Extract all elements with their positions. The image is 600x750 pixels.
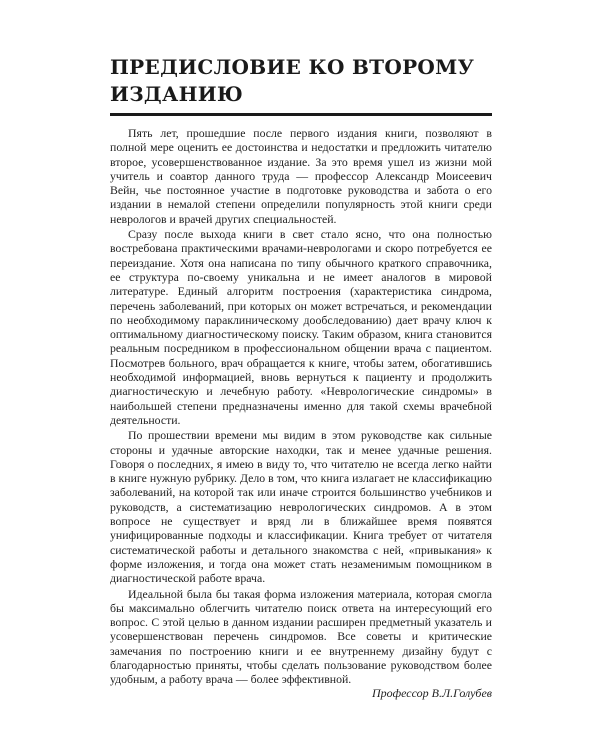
paragraph-3: По прошествии времени мы видим в этом руководстве как сильные стороны и удачные авторские находки, так и менее удачные решения. Говоря о последних, я имею в виду то, что читателю не всегда легко найти в книге нужную рубрику. Дело в том, что книга излагает не классификацию заболеваний, на которой так или иначе строится большинство учебников и руководств, а систематизацию неврологических синдромов. А в этом вопросе не существует и вряд ли в ближайшее время появятся унифицированные подходы и классификации. Книга требует от читателя систематической работы и детального знакомства с ней, «привыкания» к форме изложения, и тогда она может стать незаменимым помощником в диагностической работе врача. xyxy=(110,428,492,586)
paragraph-4: Идеальной была бы такая форма изложения материала, которая смогла бы максимально облегчить читателю поиск ответа на интересующий его вопрос. С этой целью в данном издании расширен предметный указатель и усовершенствован перечень синдромов. Все советы и критические замечания по построению книги и ее внутреннему дизайну будут с благодарностью приняты, чтобы сделать пользование руководством более удобным, а работу врача — более эффективной. xyxy=(110,586,492,687)
author-signature: Профессор В.Л.Голубев xyxy=(371,686,492,700)
page-title-line-1: ПРЕДИСЛОВИЕ КО ВТОРОМУ xyxy=(110,55,475,79)
page-title-line-2: ИЗДАНИЮ xyxy=(110,82,244,106)
title-underline-rule xyxy=(110,113,492,116)
paragraph-1: Пять лет, прошедшие после первого издания книги, позволяют в полной мере оценить ее достоинства и недостатки и предложить читателю второе, усовершенствованное издание. За это время ушел из жизни мой учитель и соавтор данного труда — профессор Александр Моисеевич Вейн, чье постоянное участие в подготовке руководства и забота о его издании в немалой степени определили популярность этой книги среди неврологов и врачей других специальностей. xyxy=(110,126,492,226)
paragraph-2: Сразу после выхода книги в свет стало ясно, что она полностью востребована практическими врачами-неврологами и скоро потребуется ее переиздание. Хотя она написана по типу обычного краткого справочника, ее структура по-своему уникальна и не имеет аналогов в мировой литературе. Единый алгоритм построения (характеристика синдрома, перечень заболеваний, при которых он может встречаться, и рекомендации по необходимому параклиническому дообследованию) дает врачу ключ к оптимальному диагностическому поиску. Таким образом, книга становится реальным посредником в профессиональном общении врача с пациентом. Посмотрев больного, врач обращается к книге, чтобы затем, обогатившись необходимой информацией, вновь вернуться к пациенту и продолжить диагностическую и лечебную работу. «Неврологические синдромы» в наибольшей степени предназначены именно для такой схемы врачебной деятельности. xyxy=(110,227,492,427)
preface-body xyxy=(110,126,492,688)
page-title xyxy=(110,54,510,108)
